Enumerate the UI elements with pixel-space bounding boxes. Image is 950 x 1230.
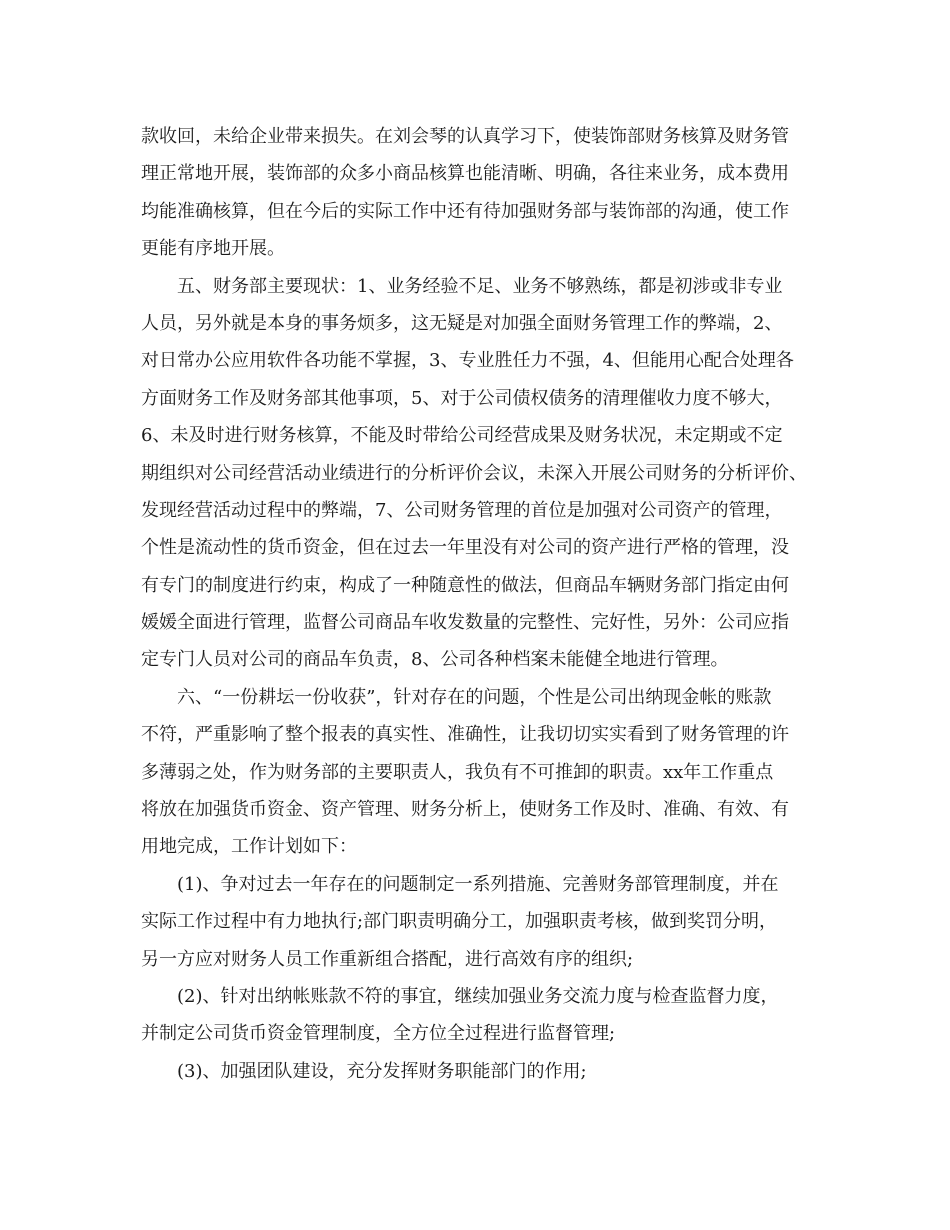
- text-line: 发现经营活动过程中的弊端，7、公司财务管理的首位是加强对公司资产的管理，: [141, 499, 783, 521]
- document-body: [141, 118, 831, 1090]
- text-line: 个性是流动性的货币资金，但在过去一年里没有对公司的资产进行严格的管理，没: [141, 537, 789, 559]
- text-line: 多薄弱之处，作为财务部的主要职责人，我负有不可推卸的职责。xx年工作重点: [141, 761, 774, 783]
- text-line: 更能有序地开展。: [141, 238, 285, 260]
- text-line: 实际工作过程中有力地执行;部门职责明确分工，加强职责考核，做到奖罚分明，: [141, 911, 778, 933]
- text-line: 媛媛全面进行管理，监督公司商品车收发数量的完整性、完好性，另外：公司应指: [141, 612, 789, 634]
- text-line: 将放在加强货币资金、资产管理、财务分析上，使财务工作及时、准确、有效、有: [141, 799, 789, 821]
- text-line: (2)、针对出纳帐账款不符的事宜，继续加强业务交流力度与检查监督力度，: [177, 985, 779, 1007]
- text-line: 方面财务工作及财务部其他事项，5、对于公司债权债务的清理催收力度不够大，: [141, 387, 783, 409]
- text-line: 理正常地开展，装饰部的众多小商品核算也能清晰、明确，各往来业务，成本费用: [141, 163, 789, 185]
- text-line: 六、“一份耕坛一份收获”，针对存在的问题，个性是公司出纳现金帐的账款: [177, 686, 772, 708]
- text-line: 用地完成，工作计划如下：: [141, 836, 357, 858]
- text-line: 并制定公司货币资金管理制度，全方位全过程进行监督管理;: [141, 1023, 616, 1045]
- text-line: 另一方应对财务人员工作重新组合搭配，进行高效有序的组织;: [141, 948, 634, 970]
- text-line: 款收回，未给企业带来损失。在刘会琴的认真学习下，使装饰部财务核算及财务管: [141, 126, 789, 147]
- text-line: 人员，另外就是本身的事务烦多，这无疑是对加强全面财务管理工作的弊端，2、: [141, 312, 783, 334]
- text-line: 定专门人员对公司的商品车负责，8、公司各种档案未能健全地进行管理。: [141, 649, 729, 671]
- text-line: 五、财务部主要现状：1、业务经验不足、业务不够熟练，都是初涉或非专业: [177, 275, 783, 297]
- text-line: 均能准确核算，但在今后的实际工作中还有待加强财务部与装饰部的沟通，使工作: [141, 200, 789, 222]
- text-line: 有专门的制度进行约束，构成了一种随意性的做法，但商品车辆财务部门指定由何: [141, 574, 789, 596]
- text-line: 不符，严重影响了整个报表的真实性、准确性，让我切切实实看到了财务管理的许: [141, 724, 789, 746]
- text-line: 6、未及时进行财务核算，不能及时带给公司经营成果及财务状况，未定期或不定: [141, 425, 783, 447]
- text-line: 期组织对公司经营活动业绩进行的分析评价会议，未深入开展公司财务的分析评价、: [141, 462, 807, 484]
- text-line: (1)、争对过去一年存在的问题制定一系列措施、完善财务部管理制度，并在: [177, 873, 779, 895]
- text-line: (3)、加强团队建设，充分发挥财务职能部门的作用;: [177, 1060, 587, 1082]
- text-line: 对日常办公应用软件各功能不掌握，3、专业胜任力不强，4、但能用心配合处理各: [141, 350, 794, 372]
